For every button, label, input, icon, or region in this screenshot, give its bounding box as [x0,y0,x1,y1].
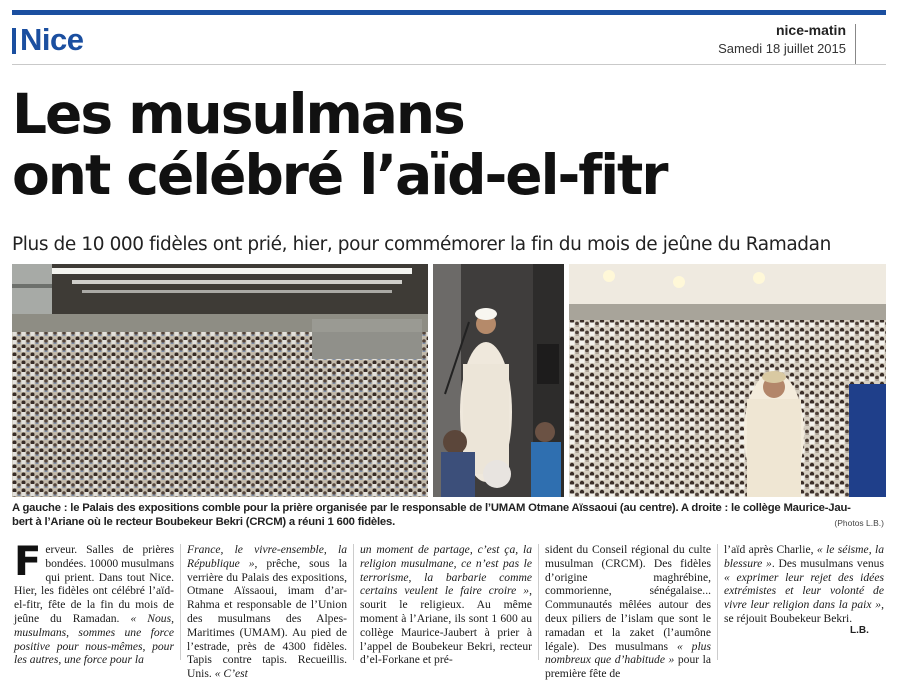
top-accent-bar [12,10,886,15]
column-divider [717,544,718,660]
column-3-quote: un moment de partage, c’est ça, la religion musulmane, ce n’est pas le terrorisme, la barbarie comme certains veulent le faire croire » [360,543,532,598]
body-column-2 [187,543,347,681]
column-3-text: , sourit le religieux. Au même moment à l’Ariane, ils sont 1 600 au collège Maurice-Jaubert à prier à l’appel de Boubekeur Bekri, recteur d’el-Forkane et pré- [360,584,532,667]
column-5-quote: « le séisme, la blessure » [724,543,884,570]
section-name: Nice [20,22,84,57]
paper-name: nice-matin [775,22,846,38]
column-1-quote: « Nous, musulmans, sommes une force positive pour nous-mêmes, pour les autres, une force pour la [14,611,174,667]
masthead-divider [855,24,856,64]
photo-palais-expositions [12,264,428,497]
column-5-quote-2: « exprimer leur rejet des idées extrémistes et leur volonté de vivre leur religion dans la paix » [724,570,884,612]
author-signature: L.B. [850,625,869,636]
body-column-3 [360,543,532,667]
column-1-text: erveur. Salles de prières bondées. 10000 musulmans qui prient. Dans tout Nice. Hier, les fidèles ont célébré l’aïd-el-fitr, fête de la fin du mois de jeûne du Ramadan. [14,543,174,625]
headline-line-2: ont célébré l’aïd-el-fitr [12,143,667,207]
section-marker [12,28,16,54]
column-divider [180,544,181,660]
column-2-quote: France, le vivre-ensemble, la République » [187,543,347,570]
column-5-text-b: . Des musulmans venus [771,556,884,570]
column-4-end: pour la première fête de [545,653,711,681]
standfirst: Plus de 10 000 fidèles ont prié, hier, pour commémorer la fin du mois de jeûne du Ramadan [12,234,831,255]
photo-college-maurice-jaubert [569,264,886,497]
caption-line-1: A gauche : le Palais des expositions comble pour la prière organisée par le responsable de l’UMAM Otmane Aïssaoui (au centre). A droite : le collège Maurice-Jau- [12,502,851,514]
headline-line-1: Les musulmans [12,82,464,146]
photo-credit: (Photos L.B.) [834,518,884,528]
caption-line-2: bert à l’Ariane où le recteur Boubekeur Bekri (CRCM) a réuni 1 600 fidèles. [12,516,396,528]
column-5-text-c: , se réjouit Boubekeur Bekri. [724,598,884,625]
column-divider [538,544,539,660]
headline [12,84,892,206]
masthead [718,22,846,56]
column-4-text: sident du Conseil régional du culte musulman (CRCM). Des fidèles d’origine maghrébine, commorienne, sénégalaise... Communautés mêlées autour des deux piliers de l’islam que sont le ramadan et la zaket (l’aumône légale). Des musulmans [545,543,711,653]
issue-date: Samedi 18 juillet 2015 [718,41,846,56]
photo-imam-microphone [433,264,564,497]
page-header [12,18,886,65]
column-divider [353,544,354,660]
column-2-quote-end: « C’est [214,667,248,681]
column-4-quote: « plus nombreux que d’habitude » [545,639,711,667]
body-column-1 [14,539,174,667]
photo-caption [12,501,886,529]
body-column-4 [545,543,711,681]
body-column-5 [724,543,884,626]
column-2-text: , prêche, sous la verrière du Palais des expositions, Otmane Aïssaoui, imam d’ar-Rahma et responsable de l’Union des musulmans des Alpes-Maritimes (UMAM). Au pied de l’estrade, près de 4300 fidèles. Tapis contre tapis. Recueillis. Unis. [187,556,347,681]
column-5-text: l’aïd après Charlie, [724,543,817,556]
dropcap: F [14,539,42,585]
